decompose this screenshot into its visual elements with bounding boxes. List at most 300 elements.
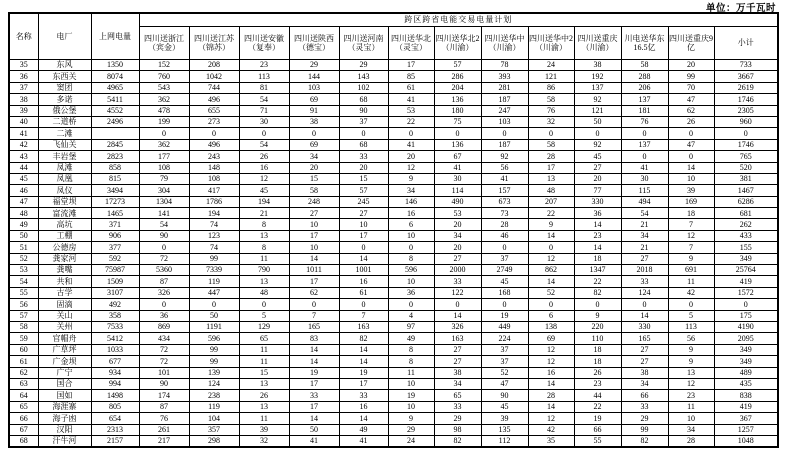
trade-value-cell: 27 — [434, 253, 481, 264]
row-number-cell: 43 — [9, 151, 38, 162]
trade-value-cell: 26 — [239, 151, 289, 162]
row-number-cell: 41 — [9, 128, 38, 139]
subtotal-cell: 2095 — [714, 333, 778, 344]
trade-value-cell: 330 — [574, 196, 621, 207]
plant-name-cell: 二道桥 — [38, 116, 91, 127]
trade-value-cell: 208 — [189, 60, 239, 71]
ongrid-value-cell: 2313 — [91, 424, 139, 435]
trade-value-cell: 238 — [189, 390, 239, 401]
plant-name-cell: 共和 — [38, 276, 91, 287]
trade-value-cell: 33 — [339, 390, 388, 401]
trade-value-cell: 37 — [481, 344, 528, 355]
trade-value-cell: 0 — [139, 299, 189, 310]
trade-value-cell: 30 — [434, 173, 481, 184]
trade-column-header-11 — [621, 27, 668, 60]
trade-value-cell: 298 — [189, 435, 239, 447]
trade-value-cell: 0 — [621, 299, 668, 310]
trade-value-cell: 22 — [574, 401, 621, 412]
trade-value-cell: 34 — [434, 378, 481, 389]
plant-name-cell: 多诺 — [38, 94, 91, 105]
trade-value-cell: 655 — [189, 105, 239, 116]
trade-value-cell: 21 — [621, 219, 668, 230]
subtotal-cell: 155 — [714, 242, 778, 253]
trade-value-cell: 326 — [139, 287, 189, 298]
trade-value-cell: 34 — [668, 424, 714, 435]
trade-value-cell: 207 — [528, 196, 574, 207]
trade-value-cell: 6 — [388, 219, 434, 230]
trade-value-cell: 72 — [139, 253, 189, 264]
row-number-cell: 66 — [9, 413, 38, 424]
trade-value-cell: 163 — [434, 333, 481, 344]
trade-value-cell: 62 — [668, 105, 714, 116]
trade-value-cell: 1011 — [289, 265, 339, 276]
ongrid-value-cell: 1498 — [91, 390, 139, 401]
trade-value-cell: 146 — [388, 196, 434, 207]
trade-value-cell: 65 — [239, 333, 289, 344]
trade-value-cell: 82 — [574, 287, 621, 298]
trade-value-cell: 24 — [528, 60, 574, 71]
plant-name-cell: 关州 — [38, 321, 91, 332]
trade-value-cell: 99 — [189, 356, 239, 367]
trade-value-cell: 23 — [668, 390, 714, 401]
trade-value-cell: 496 — [189, 94, 239, 105]
subtotal-cell: 0 — [714, 128, 778, 139]
trade-value-cell: 24 — [388, 435, 434, 447]
trade-column-header-line2: （锦苏） — [198, 43, 230, 52]
trade-value-cell: 10 — [668, 413, 714, 424]
table-row — [9, 196, 778, 207]
trade-value-cell: 1001 — [339, 265, 388, 276]
trade-value-cell: 72 — [139, 344, 189, 355]
trade-value-cell: 744 — [189, 82, 239, 93]
table-row — [9, 242, 778, 253]
subtotal-cell: 1746 — [714, 94, 778, 105]
trade-value-cell: 99 — [189, 253, 239, 264]
trade-value-cell: 23 — [239, 60, 289, 71]
trade-column-header-line2: 16.5亿 — [633, 43, 656, 52]
trade-value-cell: 9 — [388, 173, 434, 184]
trade-value-cell: 58 — [528, 139, 574, 150]
trade-value-cell: 281 — [481, 82, 528, 93]
row-number-cell: 67 — [9, 424, 38, 435]
plant-name-cell: 俄公堡 — [38, 105, 91, 116]
trade-value-cell: 52 — [481, 367, 528, 378]
trade-value-cell: 0 — [289, 128, 339, 139]
trade-value-cell: 6 — [528, 310, 574, 321]
table-row — [9, 151, 778, 162]
trade-column-header-line1: 四川送华中2 — [529, 33, 573, 43]
trade-value-cell: 50 — [189, 310, 239, 321]
subtotal-cell: 2619 — [714, 82, 778, 93]
trade-value-cell: 14 — [528, 378, 574, 389]
subtotal-cell: 681 — [714, 208, 778, 219]
trade-value-cell: 69 — [289, 94, 339, 105]
trade-value-cell: 15 — [289, 173, 339, 184]
trade-value-cell: 217 — [139, 435, 189, 447]
trade-value-cell: 20 — [388, 151, 434, 162]
trade-value-cell: 41 — [388, 139, 434, 150]
row-number-cell: 40 — [9, 116, 38, 127]
trade-value-cell: 72 — [139, 356, 189, 367]
trade-value-cell: 11 — [388, 367, 434, 378]
trade-value-cell: 19 — [339, 367, 388, 378]
subtotal-cell: 175 — [714, 310, 778, 321]
trade-value-cell: 1786 — [189, 196, 239, 207]
plant-name-cell: 官帽舟 — [38, 333, 91, 344]
trade-value-cell: 0 — [574, 128, 621, 139]
trade-value-cell: 22 — [574, 276, 621, 287]
trade-value-cell: 27 — [289, 208, 339, 219]
trade-value-cell: 288 — [621, 71, 668, 82]
subtotal-cell: 1467 — [714, 185, 778, 196]
trade-value-cell: 148 — [189, 162, 239, 173]
trade-value-cell: 17 — [289, 378, 339, 389]
trade-value-cell: 417 — [189, 185, 239, 196]
trade-value-cell: 58 — [289, 185, 339, 196]
subtotal-cell: 4190 — [714, 321, 778, 332]
trade-value-cell: 30 — [621, 173, 668, 184]
row-number-cell: 35 — [9, 60, 38, 71]
trade-value-cell: 119 — [189, 401, 239, 412]
trade-value-cell: 23 — [574, 378, 621, 389]
trade-value-cell: 37 — [339, 116, 388, 127]
trade-value-cell: 11 — [239, 253, 289, 264]
plant-name-cell: 二滩 — [38, 128, 91, 139]
trade-value-cell: 49 — [388, 333, 434, 344]
subtotal-cell: 2305 — [714, 105, 778, 116]
trade-value-cell: 34 — [621, 378, 668, 389]
trade-value-cell: 14 — [574, 242, 621, 253]
trade-column-header-2 — [189, 27, 239, 60]
trade-value-cell: 121 — [528, 71, 574, 82]
trade-value-cell: 447 — [189, 287, 239, 298]
trade-value-cell: 67 — [434, 151, 481, 162]
trade-value-cell: 494 — [621, 196, 668, 207]
trade-value-cell: 62 — [289, 287, 339, 298]
ongrid-value-cell: 2157 — [91, 435, 139, 447]
trade-value-cell: 245 — [339, 196, 388, 207]
row-number-cell: 36 — [9, 71, 38, 82]
plant-name-cell: 富流滩 — [38, 208, 91, 219]
trade-value-cell: 10 — [388, 276, 434, 287]
trade-value-cell: 26 — [574, 367, 621, 378]
trade-column-header-5 — [339, 27, 388, 60]
trade-value-cell: 11 — [239, 413, 289, 424]
trade-value-cell: 44 — [574, 390, 621, 401]
trade-column-header-1 — [139, 27, 189, 60]
trade-value-cell: 124 — [621, 287, 668, 298]
trade-value-cell: 92 — [574, 94, 621, 105]
trade-value-cell: 17 — [289, 401, 339, 412]
plant-name-cell: 广宁 — [38, 367, 91, 378]
trade-value-cell: 143 — [339, 71, 388, 82]
trade-column-header-line1: 四川送华北2 — [435, 33, 480, 43]
trade-value-cell: 122 — [434, 287, 481, 298]
plant-column-header: 电厂 — [38, 13, 91, 60]
trade-value-cell: 27 — [621, 253, 668, 264]
trade-value-cell: 8 — [239, 219, 289, 230]
trade-value-cell: 41 — [339, 435, 388, 447]
trade-value-cell: 9 — [668, 253, 714, 264]
ongrid-value-cell: 2823 — [91, 151, 139, 162]
trade-value-cell: 174 — [139, 390, 189, 401]
trade-value-cell: 13 — [668, 367, 714, 378]
ongrid-value-cell: 8074 — [91, 71, 139, 82]
trade-value-cell: 99 — [621, 424, 668, 435]
trade-value-cell: 45 — [481, 401, 528, 412]
table-row — [9, 208, 778, 219]
name-column-header: 名称 — [9, 13, 38, 60]
trade-value-cell: 103 — [289, 82, 339, 93]
trade-value-cell: 7 — [668, 219, 714, 230]
plant-name-cell: 固滴 — [38, 299, 91, 310]
trade-value-cell: 90 — [139, 230, 189, 241]
table-row — [9, 344, 778, 355]
row-number-cell: 61 — [9, 356, 38, 367]
ongrid-value-cell: 377 — [91, 242, 139, 253]
trade-value-cell: 8 — [239, 242, 289, 253]
trade-value-cell: 2749 — [481, 265, 528, 276]
subtotal-cell: 262 — [714, 219, 778, 230]
ongrid-value-cell: 934 — [91, 367, 139, 378]
trade-value-cell: 11 — [668, 401, 714, 412]
trade-value-cell: 22 — [528, 208, 574, 219]
row-number-cell: 51 — [9, 242, 38, 253]
trade-value-cell: 33 — [289, 390, 339, 401]
trade-value-cell: 129 — [239, 321, 289, 332]
trade-value-cell: 90 — [481, 390, 528, 401]
trade-value-cell: 152 — [139, 60, 189, 71]
trade-value-cell: 14 — [528, 230, 574, 241]
trade-value-cell: 99 — [189, 344, 239, 355]
trade-value-cell: 113 — [668, 321, 714, 332]
trade-value-cell: 45 — [574, 151, 621, 162]
trade-column-header-line2: （川渝） — [488, 43, 521, 52]
trade-value-cell: 47 — [481, 378, 528, 389]
trade-value-cell: 41 — [481, 173, 528, 184]
trade-value-cell: 0 — [339, 299, 388, 310]
trade-value-cell: 18 — [574, 253, 621, 264]
trade-value-cell: 0 — [388, 299, 434, 310]
trade-value-cell: 39 — [481, 413, 528, 424]
trade-plan-table — [8, 12, 779, 448]
trade-value-cell: 261 — [139, 424, 189, 435]
subtotal-cell: 838 — [714, 390, 778, 401]
row-number-cell: 47 — [9, 196, 38, 207]
subtotal-cell: 381 — [714, 173, 778, 184]
trade-value-cell: 11 — [668, 276, 714, 287]
trade-value-cell: 0 — [388, 128, 434, 139]
trade-value-cell: 10 — [388, 378, 434, 389]
ongrid-value-cell: 906 — [91, 230, 139, 241]
row-number-cell: 37 — [9, 82, 38, 93]
trade-value-cell: 38 — [574, 60, 621, 71]
trade-value-cell: 18 — [668, 208, 714, 219]
trade-value-cell: 14 — [289, 413, 339, 424]
trade-value-cell: 42 — [668, 287, 714, 298]
trade-value-cell: 29 — [434, 413, 481, 424]
row-number-cell: 62 — [9, 367, 38, 378]
row-number-cell: 58 — [9, 321, 38, 332]
trade-value-cell: 32 — [239, 435, 289, 447]
table-row — [9, 253, 778, 264]
table-row — [9, 116, 778, 127]
ongrid-value-cell: 1509 — [91, 276, 139, 287]
trade-column-header-line1: 四川送浙江 — [144, 33, 184, 43]
trade-value-cell: 49 — [339, 424, 388, 435]
trade-column-header-9 — [528, 27, 574, 60]
trade-value-cell: 10 — [289, 242, 339, 253]
trade-value-cell: 14 — [339, 413, 388, 424]
trade-value-cell: 87 — [139, 401, 189, 412]
trade-value-cell: 304 — [139, 185, 189, 196]
trade-value-cell: 41 — [388, 94, 434, 105]
trade-value-cell: 10 — [388, 230, 434, 241]
trade-column-header-4 — [289, 27, 339, 60]
trade-value-cell: 114 — [434, 185, 481, 196]
ongrid-value-cell: 4965 — [91, 82, 139, 93]
trade-column-header-line1: 四川送陕西 — [294, 33, 334, 43]
trade-value-cell: 17 — [528, 162, 574, 173]
ongrid-value-cell: 1350 — [91, 60, 139, 71]
subtotal-cell: 433 — [714, 230, 778, 241]
trade-value-cell: 20 — [574, 173, 621, 184]
trade-column-header-6 — [388, 27, 434, 60]
trade-column-header-7 — [434, 27, 481, 60]
trade-value-cell: 39 — [239, 424, 289, 435]
trade-value-cell: 5 — [668, 310, 714, 321]
row-number-cell: 55 — [9, 287, 38, 298]
table-row — [9, 230, 778, 241]
trade-column-header-line2: （德宝） — [298, 43, 330, 52]
trade-value-cell: 73 — [481, 208, 528, 219]
trade-column-header-line1: 四川送华中 — [484, 33, 525, 43]
trade-value-cell: 165 — [289, 321, 339, 332]
trade-value-cell: 82 — [339, 333, 388, 344]
trade-value-cell: 243 — [189, 151, 239, 162]
table-row — [9, 401, 778, 412]
trade-value-cell: 17 — [339, 378, 388, 389]
plant-name-cell: 工棚 — [38, 230, 91, 241]
trade-value-cell: 71 — [239, 105, 289, 116]
trade-value-cell: 41 — [621, 162, 668, 173]
trade-value-cell: 0 — [528, 299, 574, 310]
trade-value-cell: 54 — [621, 208, 668, 219]
trade-value-cell: 110 — [574, 333, 621, 344]
table-row — [9, 139, 778, 150]
subtotal-cell: 349 — [714, 356, 778, 367]
trade-value-cell: 30 — [239, 116, 289, 127]
trade-value-cell: 18 — [574, 356, 621, 367]
trade-value-cell: 862 — [528, 265, 574, 276]
trade-value-cell: 101 — [139, 367, 189, 378]
trade-column-header-8 — [481, 27, 528, 60]
ongrid-value-cell: 358 — [91, 310, 139, 321]
trade-value-cell: 496 — [189, 139, 239, 150]
trade-value-cell: 33 — [339, 151, 388, 162]
trade-value-cell: 12 — [239, 173, 289, 184]
trade-value-cell: 165 — [621, 333, 668, 344]
trade-value-cell: 36 — [574, 208, 621, 219]
trade-column-header-3 — [239, 27, 289, 60]
plant-name-cell: 东西关 — [38, 71, 91, 82]
subtotal-cell: 419 — [714, 401, 778, 412]
row-number-cell: 45 — [9, 173, 38, 184]
ongrid-value-cell: 17273 — [91, 196, 139, 207]
subtotal-cell: 733 — [714, 60, 778, 71]
trade-value-cell: 0 — [339, 128, 388, 139]
trade-value-cell: 33 — [621, 401, 668, 412]
trade-value-cell: 61 — [388, 82, 434, 93]
subtotal-cell: 419 — [714, 276, 778, 287]
table-row — [9, 82, 778, 93]
trade-column-header-line2: 亿 — [687, 43, 695, 52]
plant-name-cell: 国如 — [38, 390, 91, 401]
trade-value-cell: 14 — [339, 356, 388, 367]
trade-column-header-line2: （宾金） — [148, 43, 180, 52]
trade-value-cell: 220 — [574, 321, 621, 332]
trade-column-header-line2: （灵宝） — [347, 43, 380, 52]
ongrid-value-cell: 371 — [91, 219, 139, 230]
table-row — [9, 71, 778, 82]
ongrid-value-cell — [91, 128, 139, 139]
trade-value-cell: 15 — [239, 367, 289, 378]
trade-value-cell: 449 — [481, 321, 528, 332]
trade-value-cell: 362 — [139, 94, 189, 105]
trade-value-cell: 69 — [528, 333, 574, 344]
trade-value-cell: 362 — [139, 139, 189, 150]
trade-value-cell: 14 — [528, 276, 574, 287]
trade-value-cell: 20 — [339, 162, 388, 173]
trade-value-cell: 39 — [668, 185, 714, 196]
trade-value-cell: 58 — [621, 60, 668, 71]
subtotal-cell: 435 — [714, 378, 778, 389]
table-row — [9, 299, 778, 310]
trade-column-header-line1: 四川送重庆 — [577, 33, 618, 43]
trade-value-cell: 92 — [574, 139, 621, 150]
trade-plan-group-header: 跨区跨省电能交易电量计划 — [139, 13, 778, 27]
row-number-cell: 50 — [9, 230, 38, 241]
trade-value-cell: 12 — [668, 230, 714, 241]
ongrid-value-cell: 5411 — [91, 94, 139, 105]
trade-value-cell: 27 — [621, 344, 668, 355]
plant-name-cell: 东风 — [38, 60, 91, 71]
trade-value-cell: 187 — [481, 139, 528, 150]
trade-value-cell: 7 — [339, 310, 388, 321]
trade-value-cell: 85 — [388, 71, 434, 82]
trade-value-cell: 91 — [289, 105, 339, 116]
trade-value-cell: 102 — [339, 82, 388, 93]
trade-value-cell: 1042 — [189, 71, 239, 82]
trade-value-cell: 53 — [434, 208, 481, 219]
trade-value-cell: 135 — [481, 424, 528, 435]
trade-value-cell: 16 — [339, 276, 388, 287]
trade-value-cell: 113 — [239, 71, 289, 82]
trade-value-cell: 19 — [574, 413, 621, 424]
trade-value-cell: 136 — [434, 139, 481, 150]
trade-value-cell: 330 — [621, 321, 668, 332]
trade-column-header-10 — [574, 27, 621, 60]
trade-value-cell: 0 — [481, 242, 528, 253]
trade-value-cell: 13 — [239, 276, 289, 287]
trade-value-cell: 4 — [388, 310, 434, 321]
trade-value-cell: 81 — [239, 82, 289, 93]
trade-value-cell: 14 — [289, 253, 339, 264]
trade-value-cell: 29 — [339, 60, 388, 71]
ongrid-value-cell: 815 — [91, 173, 139, 184]
trade-value-cell: 56 — [481, 162, 528, 173]
trade-value-cell: 17 — [289, 276, 339, 287]
